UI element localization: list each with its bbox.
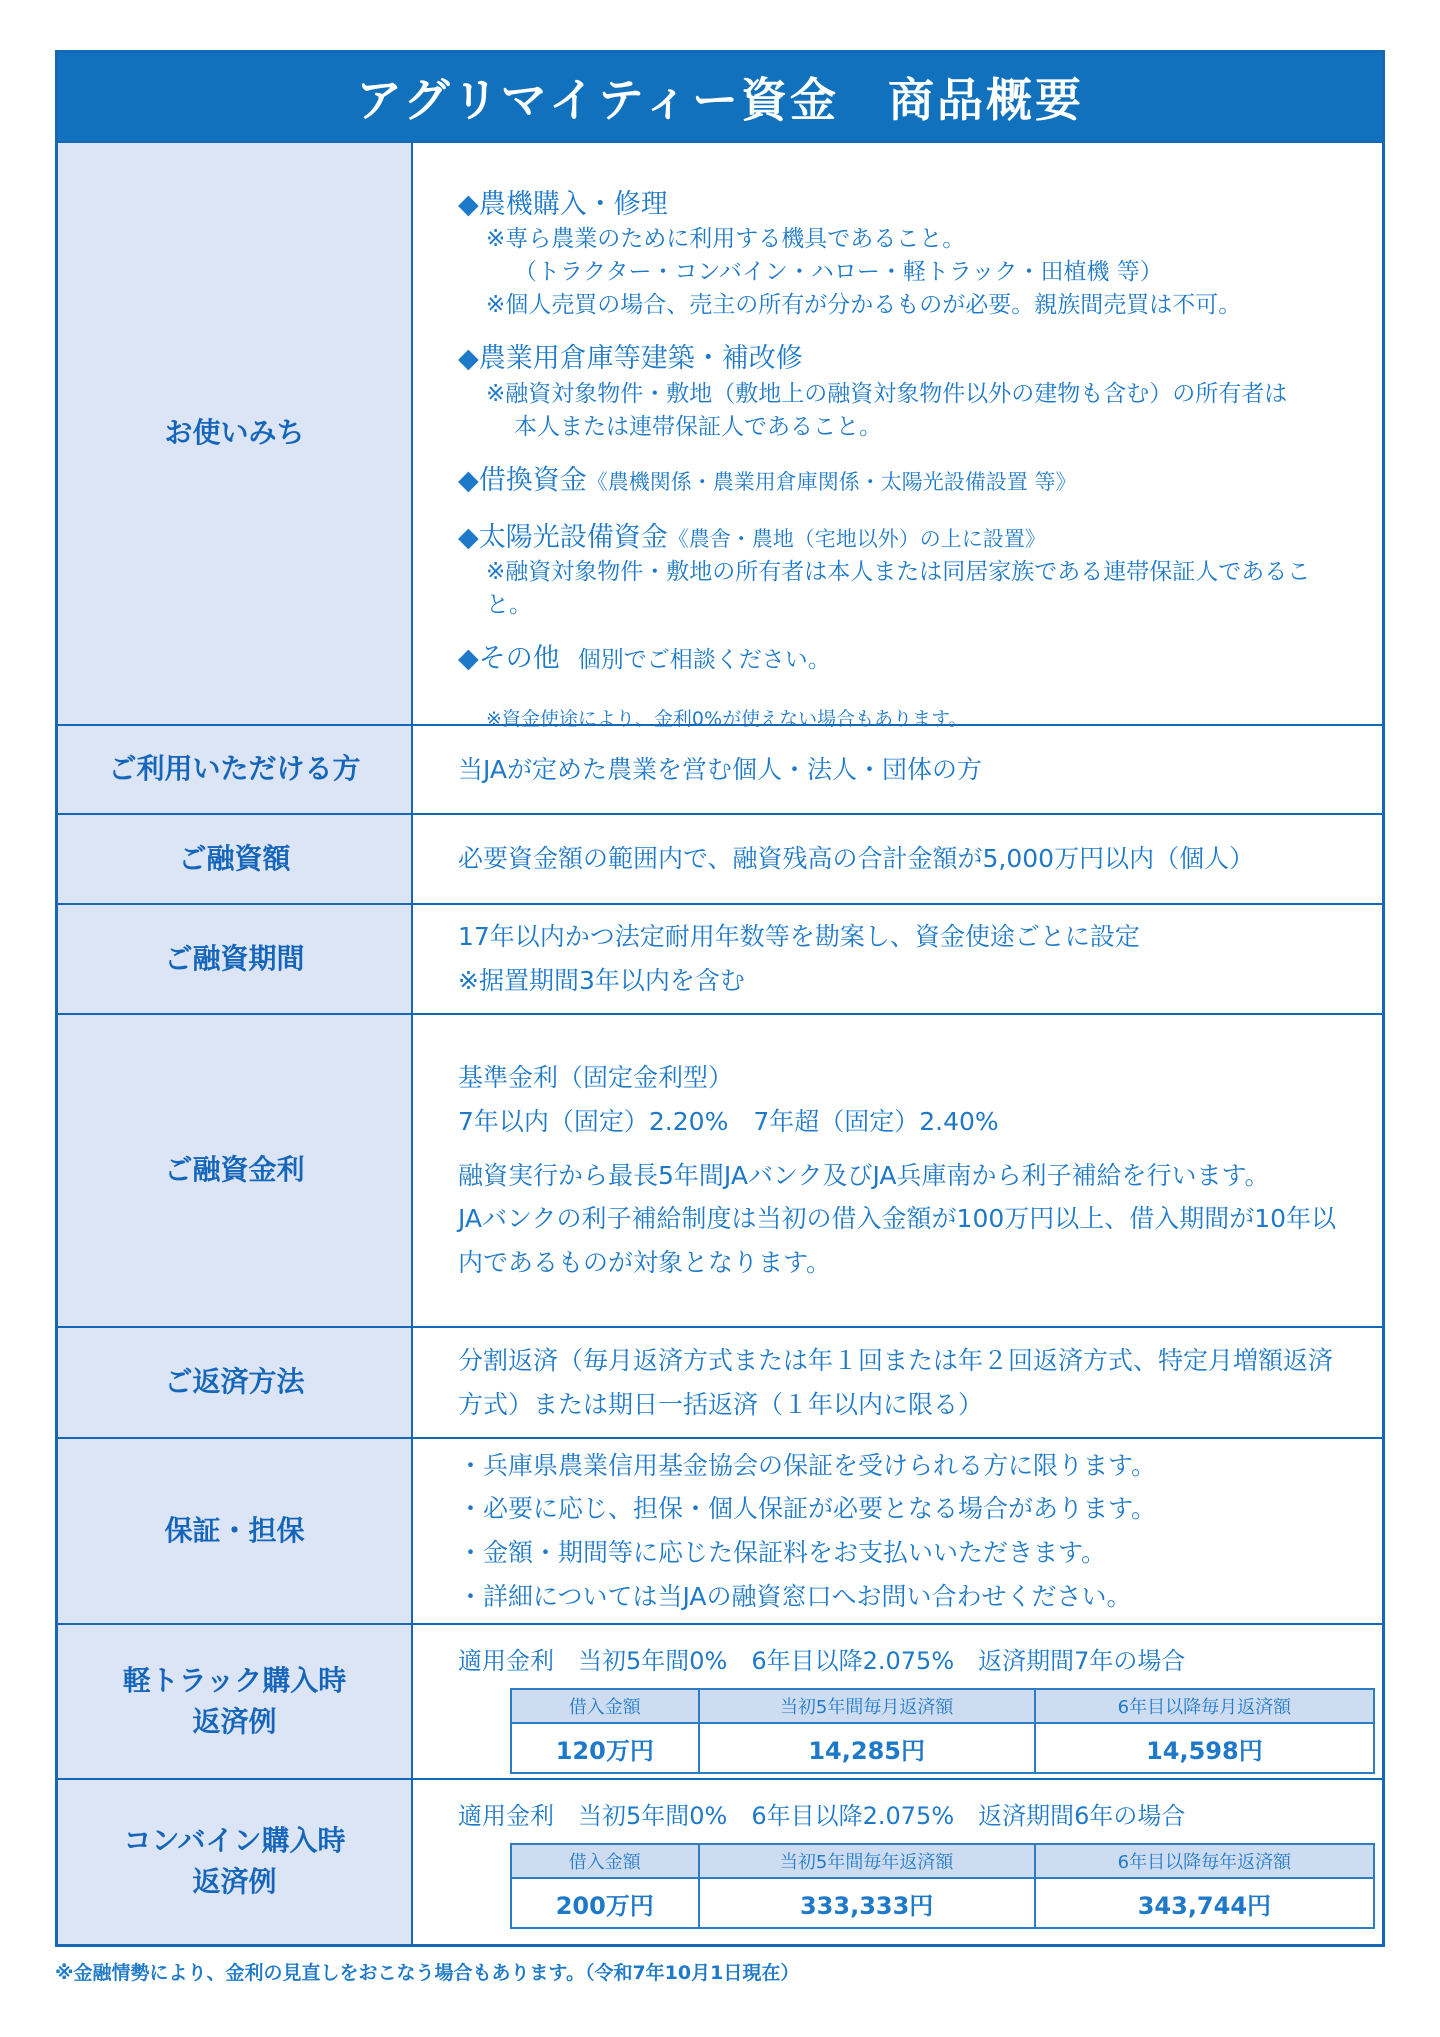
eligibility-text: 当JAが定めた農業を営む個人・法人・団体の方 xyxy=(458,754,983,784)
usage-heading-refinance xyxy=(458,463,1352,499)
usage-heading-refinance-main: ◆借換資金 xyxy=(458,465,587,497)
table-value-row xyxy=(511,1878,1374,1928)
row-repayment xyxy=(58,1326,1382,1437)
table-header-row xyxy=(511,1844,1374,1878)
usage-heading-solar-sub: 《農舎・農地（宅地以外）の上に設置》 xyxy=(667,526,1046,551)
column-header: 6年目以降毎年返済額 xyxy=(1035,1844,1374,1878)
row-content-eligibility xyxy=(413,726,1382,813)
guarantee-line: ・金額・期間等に応じた保証料をお支払いいただきます。 xyxy=(458,1538,1107,1567)
table-cell: 14,285円 xyxy=(699,1723,1035,1773)
guarantee-line: ・必要に応じ、担保・個人保証が必要となる場合があります。 xyxy=(458,1494,1157,1524)
table-header-row xyxy=(511,1689,1374,1723)
row-label-combine-line1: コンバイン購入時 xyxy=(123,1824,346,1858)
usage-heading-other-note: 個別でご相談ください。 xyxy=(577,647,831,674)
rate-line: 基準金利（固定金利型） xyxy=(458,1063,734,1093)
usage-note: ※個人売買の場合、売主の所有が分かるものが必要。親族間売買は不可。 xyxy=(486,291,1242,318)
row-content-period xyxy=(413,905,1382,1013)
usage-section-refinance xyxy=(458,463,1352,499)
row-label-amount-text: ご融資額 xyxy=(178,841,291,875)
usage-heading-other-main: ◆その他 xyxy=(458,643,560,675)
row-label-amount xyxy=(58,815,413,903)
usage-note: ※融資対象物件・敷地（敷地上の融資対象物件以外の建物も含む）の所有者は xyxy=(486,380,1288,407)
usage-heading-other xyxy=(458,641,1352,677)
row-amount xyxy=(58,813,1382,903)
product-overview-table xyxy=(55,50,1385,1947)
row-label-usage xyxy=(58,143,413,724)
row-content-rate xyxy=(413,1015,1382,1326)
row-rate xyxy=(58,1013,1382,1326)
truck-example-table xyxy=(510,1688,1375,1774)
rate-line: 融資実行から最長5年間JAバンク及びJA兵庫南から利子補給を行います。 xyxy=(458,1160,1270,1190)
column-header: 当初5年間毎月返済額 xyxy=(699,1689,1035,1723)
table-value-row xyxy=(511,1723,1374,1773)
row-label-truck-line1: 軽トラック購入時 xyxy=(122,1663,347,1697)
row-label-eligibility xyxy=(58,726,413,813)
combine-example-caption: 適用金利 当初5年間0% 6年目以降2.075% 返済期間6年の場合 xyxy=(458,1802,1186,1830)
column-header: 6年目以降毎月返済額 xyxy=(1035,1689,1374,1723)
usage-section-machinery xyxy=(458,187,1352,321)
row-label-repayment xyxy=(58,1328,413,1437)
usage-heading-solar xyxy=(458,520,1352,556)
row-content-repayment xyxy=(413,1328,1382,1437)
period-line: 17年以内かつ法定耐用年数等を勘案し、資金使途ごとに設定 xyxy=(458,922,1140,952)
row-truck-example xyxy=(58,1623,1382,1778)
row-label-guarantee xyxy=(58,1439,413,1623)
row-label-rate-text: ご融資金利 xyxy=(164,1153,305,1187)
usage-heading-solar-main: ◆太陽光設備資金 xyxy=(458,521,668,553)
title-bar xyxy=(58,53,1382,141)
row-guarantee xyxy=(58,1437,1382,1623)
usage-section-warehouse xyxy=(458,341,1352,443)
table-cell: 343,744円 xyxy=(1035,1878,1374,1928)
usage-section-solar xyxy=(458,520,1352,622)
usage-section-other xyxy=(458,641,1352,677)
rate-line: 7年以内（固定）2.20% 7年超（固定）2.40% xyxy=(458,1106,999,1136)
footer-note: ※金融情勢により、金利の見直しをおこなう場合もあります。（令和7年10月1日現在） xyxy=(55,1962,800,1984)
usage-note: 本人または連帯保証人であること。 xyxy=(514,413,882,440)
row-label-truck-example xyxy=(58,1625,413,1778)
row-content-truck-example xyxy=(413,1625,1405,1778)
row-combine-example xyxy=(58,1778,1382,1944)
page-title: アグリマイティー資金 商品概要 xyxy=(355,73,1085,127)
row-label-period-text: ご融資期間 xyxy=(164,941,305,975)
row-label-eligibility-text: ご利用いただける方 xyxy=(108,752,361,786)
guarantee-line: ・兵庫県農業信用基金協会の保証を受けられる方に限ります。 xyxy=(458,1450,1157,1480)
row-label-rate xyxy=(58,1015,413,1326)
row-content-amount xyxy=(413,815,1382,903)
amount-text: 必要資金額の範囲内で、融資残高の合計金額が5,000万円以内（個人） xyxy=(458,844,1255,874)
table-cell: 14,598円 xyxy=(1035,1723,1374,1773)
row-content-combine-example xyxy=(413,1780,1405,1944)
usage-heading-warehouse: ◆農業用倉庫等建築・補改修 xyxy=(458,343,803,375)
row-period xyxy=(58,903,1382,1013)
usage-note: （トラクター・コンバイン・ハロー・軽トラック・田植機 等） xyxy=(514,259,1163,286)
row-usage xyxy=(58,141,1382,730)
column-header: 借入金額 xyxy=(511,1844,699,1878)
row-label-repayment-text: ご返済方法 xyxy=(164,1365,305,1399)
combine-example-table xyxy=(510,1843,1375,1929)
row-label-guarantee-text: 保証・担保 xyxy=(164,1513,305,1547)
truck-example-caption: 適用金利 当初5年間0% 6年目以降2.075% 返済期間7年の場合 xyxy=(458,1647,1186,1675)
row-content-guarantee xyxy=(413,1439,1382,1623)
row-label-combine-line2: 返済例 xyxy=(192,1865,277,1898)
row-label-combine-example xyxy=(58,1780,413,1944)
table-cell: 333,333円 xyxy=(699,1878,1035,1928)
usage-note: ※専ら農業のために利用する機具であること。 xyxy=(486,226,966,253)
usage-heading-machinery: ◆農機購入・修理 xyxy=(458,189,668,220)
row-label-truck-line2: 返済例 xyxy=(192,1704,277,1738)
usage-footnote: ※資金使途により、金利0%が使えない場合もあります。 xyxy=(486,707,968,730)
column-header: 当初5年間毎年返済額 xyxy=(699,1844,1035,1878)
table-cell: 120万円 xyxy=(511,1723,699,1773)
guarantee-line: ・詳細については当JAの融資窓口へお問い合わせください。 xyxy=(458,1581,1132,1611)
usage-heading-refinance-sub: 《農機関係・農業用倉庫関係・太陽光設備設置 等》 xyxy=(586,470,1077,495)
row-label-period xyxy=(58,905,413,1013)
row-label-usage-text: お使いみち xyxy=(164,416,305,450)
column-header: 借入金額 xyxy=(511,1689,699,1723)
rate-line: JAバンクの利子補給制度は当初の借入金額が100万円以上、借入期間が10年以内であるものが対象となります。 xyxy=(458,1204,1337,1278)
row-content-usage xyxy=(413,143,1382,730)
table-cell: 200万円 xyxy=(511,1878,699,1928)
row-eligibility xyxy=(58,724,1382,813)
repayment-text: 分割返済（毎月返済方式または年１回または年２回返済方式、特定月増額返済方式）または期日一括返済（１年以内に限る） xyxy=(458,1345,1334,1419)
usage-note: ※融資対象物件・敷地の所有者は本人または同居家族である連帯保証人であること。 xyxy=(486,559,1311,618)
period-line: ※据置期間3年以内を含む xyxy=(458,966,745,995)
